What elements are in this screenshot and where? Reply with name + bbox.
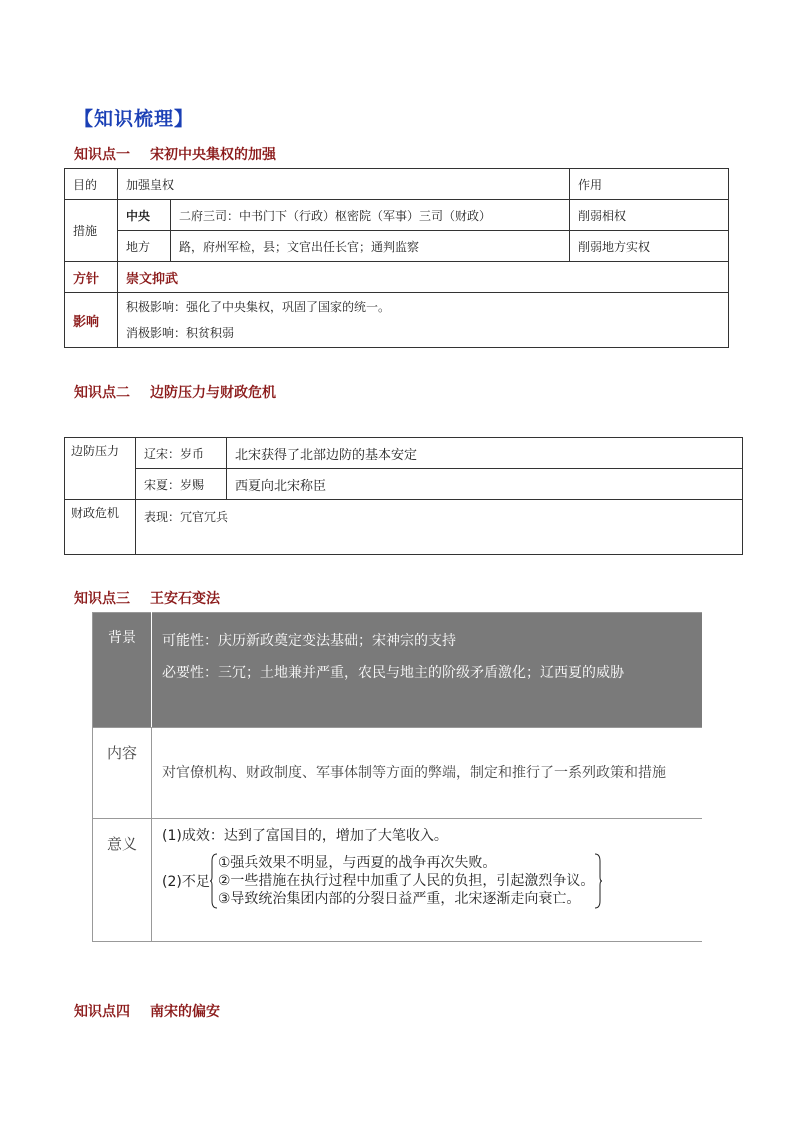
meaning-2b: ②一些措施在执行过程中加重了人民的负担，引起激烈争议。	[217, 873, 595, 889]
bg-value	[152, 613, 703, 728]
effect-header: 作用	[570, 169, 729, 200]
kp3-table	[92, 612, 702, 942]
central-value: 二府三司：中书门下（行政）枢密院（军事）三司（财政）	[171, 200, 570, 231]
content-label: 内容	[93, 728, 152, 819]
kp3-num: 知识点三	[74, 591, 130, 607]
liao-label: 辽宋：岁币	[136, 438, 227, 469]
kp2-num: 知识点二	[74, 385, 130, 401]
kp1-num: 知识点一	[74, 147, 130, 163]
central-label: 中央	[118, 200, 171, 231]
meaning-1: (1)成效：达到了富国目的，增加了大笔收入。	[162, 828, 448, 844]
policy-label: 方针	[65, 262, 118, 293]
border-label: 边防压力	[65, 438, 136, 500]
meaning-2-list	[218, 854, 595, 908]
kp4-heading	[74, 1001, 220, 1021]
fiscal-value: 表现：冗官冗兵	[136, 500, 743, 555]
local-value: 路，府州军检，县；文官出任长官；通判监察	[171, 231, 570, 262]
meaning-2	[162, 853, 692, 909]
content-value: 对官僚机构、财政制度、军事体制等方面的弊端，制定和推行了一系列政策和措施	[152, 728, 703, 819]
kp2-name: 边防压力与财政危机	[150, 385, 276, 401]
central-effect: 削弱相权	[570, 200, 729, 231]
bg-line1: 可能性：庆历新政奠定变法基础；宋神宗的支持	[162, 633, 456, 649]
kp3-name: 王安石变法	[150, 591, 220, 607]
meaning-value	[152, 819, 703, 942]
bg-line2: 必要性：三冗；土地兼并严重，农民与地主的阶级矛盾激化；辽西夏的威胁	[162, 665, 624, 681]
impact-positive: 积极影响：强化了中央集权，巩固了国家的统一。	[126, 300, 391, 314]
goal-value: 加强皇权	[118, 169, 570, 200]
kp2-heading	[74, 382, 276, 402]
impact-value	[118, 293, 729, 348]
left-brace-icon	[210, 853, 218, 909]
kp1-heading	[74, 144, 276, 164]
kp1-table	[64, 168, 729, 348]
kp4-name: 南宋的偏安	[150, 1004, 220, 1020]
meaning-2-label: (2)不足	[162, 874, 210, 890]
meaning-label: 意义	[93, 819, 152, 942]
impact-label: 影响	[65, 293, 118, 348]
goal-label: 目的	[65, 169, 118, 200]
xia-label: 宋夏：岁赐	[136, 469, 227, 500]
right-brace-icon	[594, 853, 602, 909]
page-title: 【知识梳理】	[74, 108, 195, 130]
bg-label: 背景	[93, 613, 152, 728]
xia-value: 西夏向北宋称臣	[227, 469, 743, 500]
local-effect: 削弱地方实权	[570, 231, 729, 262]
measures-label: 措施	[65, 200, 118, 262]
kp1-name: 宋初中央集权的加强	[150, 147, 276, 163]
local-label: 地方	[118, 231, 171, 262]
meaning-2a: ①强兵效果不明显，与西夏的战争再次失败。	[217, 855, 497, 871]
kp2-table	[64, 437, 743, 555]
meaning-2c: ③导致统治集团内部的分裂日益严重，北宋逐渐走向衰亡。	[217, 891, 581, 907]
fiscal-label: 财政危机	[65, 500, 136, 555]
liao-value: 北宋获得了北部边防的基本安定	[227, 438, 743, 469]
kp3-heading	[74, 588, 220, 608]
impact-negative: 消极影响：积贫积弱	[126, 326, 235, 340]
policy-value: 崇文抑武	[118, 262, 729, 293]
kp4-num: 知识点四	[74, 1004, 130, 1020]
